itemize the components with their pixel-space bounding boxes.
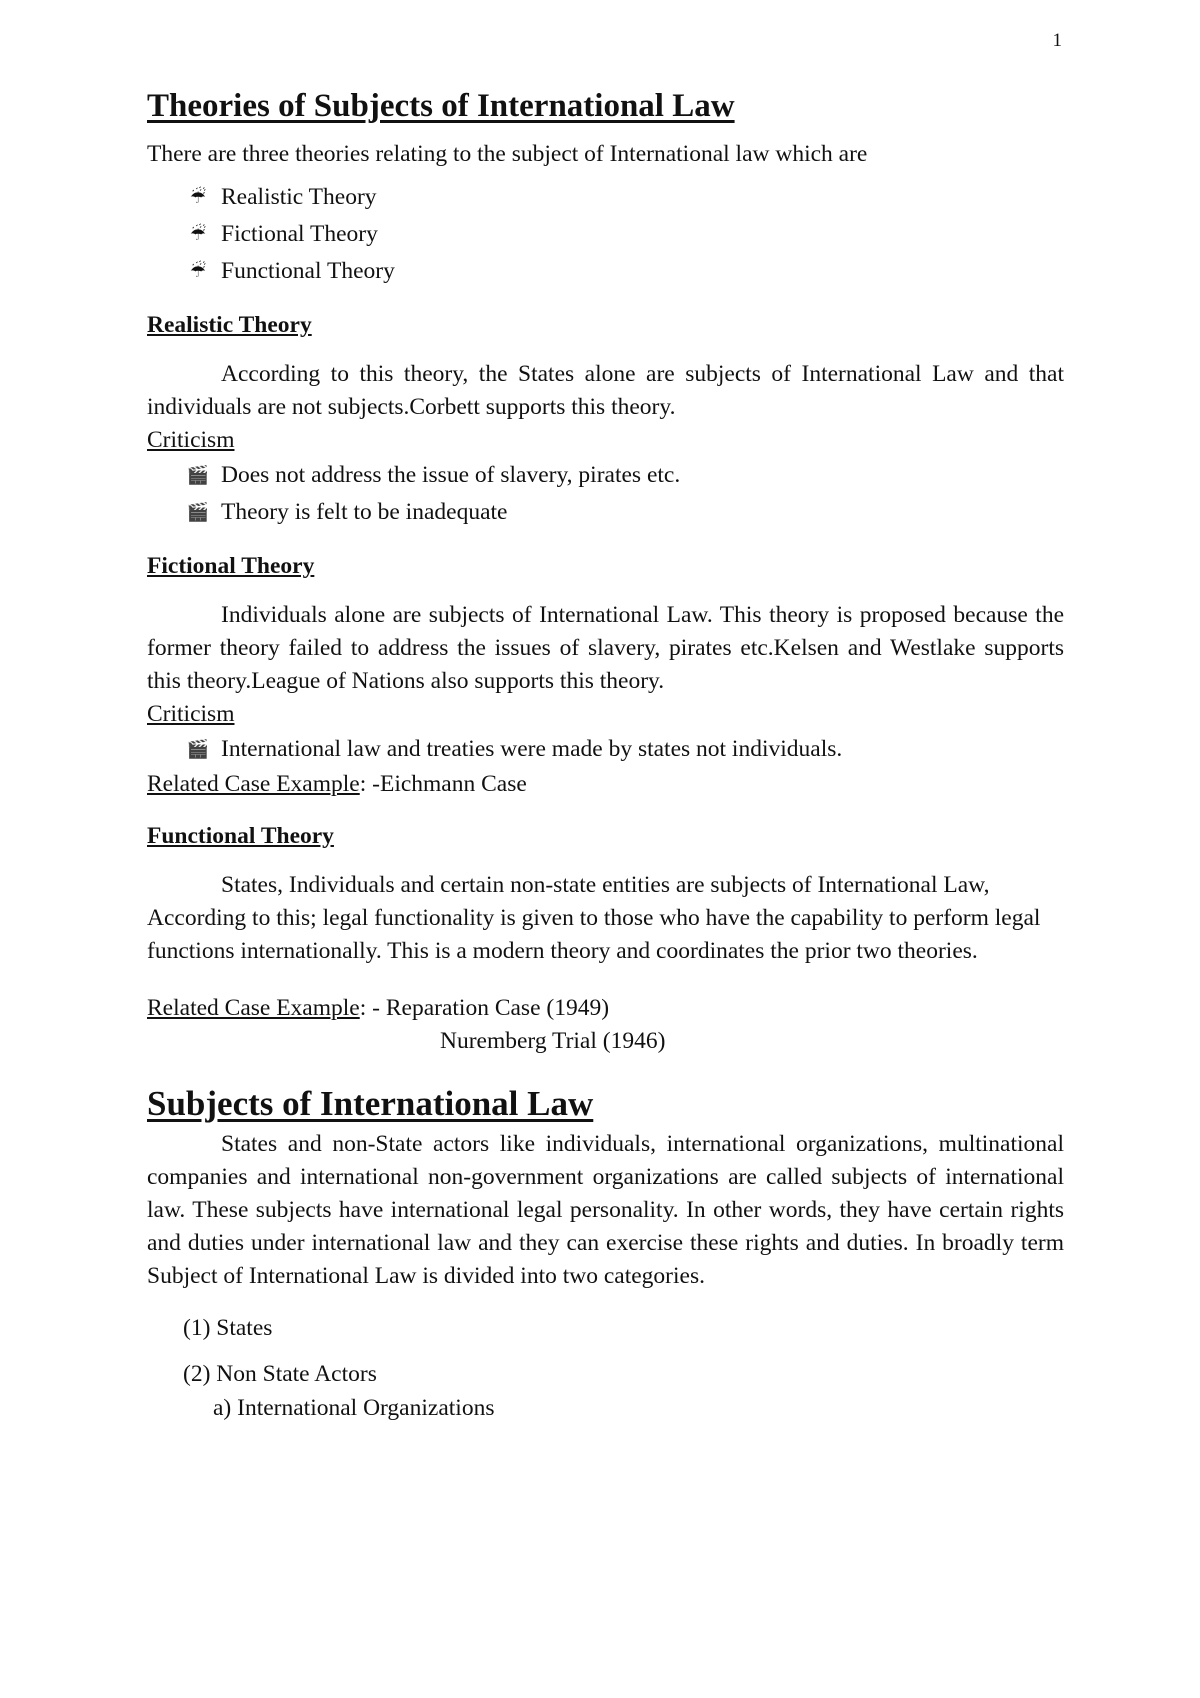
subjects-body: States and non-State actors like individuals, international organizations, multinational companies and international non-government organizations are called subjects of international law. These subjects have international legal personality. In other words, they have certain rights and duties under international law and they can exercise these rights and duties. In broadly term Subject of International Law is divided into two categories. <box>147 1131 1064 1289</box>
realistic-heading: Realistic Theory <box>147 312 312 338</box>
functional-case-example-2: Nuremberg Trial (1946) <box>440 1028 666 1054</box>
clapperboard-bullet-icon: 🎬 <box>186 739 210 760</box>
list-item: ☔ Realistic Theory <box>185 179 1064 216</box>
subjects-heading: Subjects of International Law <box>147 1084 594 1123</box>
functional-body: States, Individuals and certain non-state entities are subjects of International Law, According to this; legal functionality is given to those who have the capability to perform legal functions internationally. This is a modern theory and coordinates the prior two theories. <box>147 872 1041 964</box>
list-item: (2) Non State Actors <box>183 1361 377 1387</box>
clapperboard-bullet-icon: 🎬 <box>186 502 210 523</box>
list-item: 🎬 Theory is felt to be inadequate <box>185 494 1064 531</box>
clapperboard-bullet-icon: 🎬 <box>186 465 210 486</box>
theory-list <box>147 179 1064 290</box>
fictional-heading: Fictional Theory <box>147 553 315 579</box>
fictional-body: Individuals alone are subjects of International Law. This theory is proposed because the former theory failed to address the issues of slavery, pirates etc.Kelsen and Westlake supports this theory.League of Nations also supports this theory. <box>147 602 1064 694</box>
fictional-criticism-list <box>147 731 1064 768</box>
cloud-bullet-icon: ☔ <box>189 187 207 208</box>
fictional-case-example: Related Case Example: -Eichmann Case <box>147 771 527 797</box>
list-item: ☔ Fictional Theory <box>185 216 1064 253</box>
page-title: Theories of Subjects of International Law <box>147 88 735 124</box>
realistic-criticism-label: Criticism <box>147 427 235 453</box>
document-content <box>147 82 1064 1425</box>
intro-paragraph: There are three theories relating to the subject of International law which are <box>147 141 868 167</box>
list-item: 🎬 International law and treaties were made by states not individuals. <box>185 731 1064 768</box>
functional-heading: Functional Theory <box>147 823 334 849</box>
realistic-criticism-list <box>147 457 1064 531</box>
functional-case-example: Related Case Example: - Reparation Case (1949) <box>147 995 610 1021</box>
cloud-bullet-icon: ☔ <box>189 261 207 282</box>
list-item: (1) States <box>183 1315 273 1341</box>
realistic-body: According to this theory, the States alone are subjects of International Law and that individuals are not subjects.Corbett supports this theory. <box>147 361 1064 420</box>
fictional-criticism-label: Criticism <box>147 701 235 727</box>
subject-categories <box>147 1311 1064 1391</box>
page-number: 1 <box>1052 30 1062 51</box>
subject-subcategories <box>147 1391 1064 1425</box>
list-item: a) International Organizations <box>213 1395 495 1421</box>
list-item: ☔ Functional Theory <box>185 253 1064 290</box>
cloud-bullet-icon: ☔ <box>189 224 207 245</box>
list-item: 🎬 Does not address the issue of slavery, pirates etc. <box>185 457 1064 494</box>
